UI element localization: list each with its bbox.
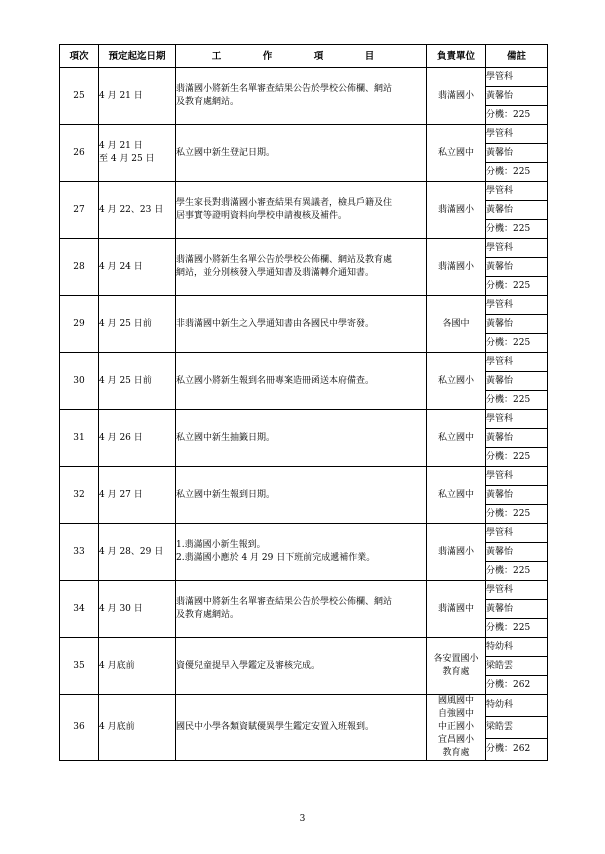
row-note: 學管科 bbox=[486, 68, 548, 87]
row-task-line: 翡滿國小將新生名單公告於學校公佈欄、網站及教育處 bbox=[176, 255, 393, 265]
header-note: 備註 bbox=[486, 45, 548, 68]
row-unit-line: 私立國中 bbox=[437, 489, 474, 500]
row-date-line: 4 月底前 bbox=[99, 722, 135, 732]
row-task-line: 私立國小將新生報到名冊專案造冊函送本府備查。 bbox=[176, 375, 375, 386]
row-unit bbox=[427, 353, 486, 410]
row-task-line: 及教育處網站。 bbox=[176, 97, 240, 107]
page-number: 3 bbox=[299, 814, 306, 824]
row-note: 黃馨怡 bbox=[486, 543, 548, 562]
row-task-line: 私立國中新生抽籤日期。 bbox=[176, 432, 276, 443]
row-task bbox=[176, 296, 427, 353]
row-note: 分機：225 bbox=[486, 163, 548, 182]
row-number: 26 bbox=[60, 125, 99, 182]
row-date-line: 4 月 21 日 bbox=[99, 90, 143, 101]
row-number: 27 bbox=[60, 182, 99, 239]
row-unit-line: 翡滿國小 bbox=[437, 546, 474, 557]
table-row bbox=[60, 410, 548, 429]
row-note: 黃馨怡 bbox=[486, 486, 548, 505]
row-unit bbox=[427, 524, 486, 581]
row-unit bbox=[427, 581, 486, 638]
row-task-line: 1.翡滿國小新生報到。 bbox=[176, 540, 266, 550]
row-unit bbox=[427, 182, 486, 239]
row-note: 黃馨怡 bbox=[486, 429, 548, 448]
row-number: 33 bbox=[60, 524, 99, 581]
row-date-line: 4 月 27 日 bbox=[99, 489, 143, 500]
row-unit-line: 中正國小 bbox=[437, 722, 474, 732]
row-task-line: 翡滿國小將新生名單審查結果公告於學校公佈欄、網站 bbox=[176, 84, 393, 94]
row-date-line: 4 月 26 日 bbox=[99, 432, 143, 443]
row-note: 黃馨怡 bbox=[486, 201, 548, 220]
row-unit bbox=[427, 296, 486, 353]
row-date-line: 4 月 25 日前 bbox=[99, 375, 152, 386]
row-note: 學管科 bbox=[486, 296, 548, 315]
row-task-line: 國民中小學各類資賦優異學生鑑定安置入班報到。 bbox=[176, 722, 375, 732]
row-date-line: 4 月 25 日前 bbox=[99, 318, 152, 329]
row-unit bbox=[427, 239, 486, 296]
row-unit bbox=[427, 695, 486, 761]
row-task-line: 私立國中新生登記日期。 bbox=[176, 147, 276, 158]
row-date bbox=[99, 68, 176, 125]
row-task-line: 學生家長對翡滿國小審查結果有異議者，檢具戶籍及住 bbox=[176, 198, 393, 208]
row-task bbox=[176, 581, 427, 638]
row-unit-line: 翡滿國小 bbox=[437, 90, 474, 101]
row-note: 分機：225 bbox=[486, 448, 548, 467]
row-date bbox=[99, 467, 176, 524]
row-number: 36 bbox=[60, 695, 99, 761]
row-date bbox=[99, 410, 176, 467]
header-unit: 負責單位 bbox=[427, 45, 486, 68]
row-note: 分機：225 bbox=[486, 220, 548, 239]
row-date bbox=[99, 182, 176, 239]
row-note: 分機：262 bbox=[486, 676, 548, 695]
row-unit bbox=[427, 68, 486, 125]
header-task: 工 作 項 目 bbox=[176, 45, 427, 68]
row-date-line: 4 月 30 日 bbox=[99, 603, 143, 614]
row-note: 黃馨怡 bbox=[486, 258, 548, 277]
row-note: 特幼科 bbox=[486, 695, 548, 717]
table-row bbox=[60, 239, 548, 258]
table-row bbox=[60, 353, 548, 372]
row-number: 29 bbox=[60, 296, 99, 353]
row-note: 學管科 bbox=[486, 182, 548, 201]
row-date-line: 至 4 月 25 日 bbox=[99, 154, 155, 164]
row-note: 分機：225 bbox=[486, 619, 548, 638]
row-number: 31 bbox=[60, 410, 99, 467]
table-row bbox=[60, 68, 548, 87]
row-unit-line: 私立國中 bbox=[437, 147, 474, 158]
row-task-line: 資優兒童提早入學鑑定及審核完成。 bbox=[176, 660, 321, 671]
row-date bbox=[99, 353, 176, 410]
header-date: 預定起迄日期 bbox=[99, 45, 176, 68]
row-unit-line: 自強國中 bbox=[437, 709, 474, 719]
row-note: 分機：225 bbox=[486, 334, 548, 353]
row-unit-line: 私立國小 bbox=[437, 375, 474, 386]
row-number: 25 bbox=[60, 68, 99, 125]
row-note: 學管科 bbox=[486, 125, 548, 144]
row-note: 分機：225 bbox=[486, 562, 548, 581]
header-row bbox=[60, 45, 548, 68]
row-task bbox=[176, 68, 427, 125]
row-note: 分機：225 bbox=[486, 277, 548, 296]
row-unit-line: 宜昌國小 bbox=[437, 735, 474, 745]
row-task-line: 翡滿國中將新生名單審查結果公告於學校公佈欄、網站 bbox=[176, 597, 393, 607]
row-note: 學管科 bbox=[486, 410, 548, 429]
table-row bbox=[60, 581, 548, 600]
header-no: 項次 bbox=[60, 45, 99, 68]
row-note: 分機：225 bbox=[486, 391, 548, 410]
row-number: 34 bbox=[60, 581, 99, 638]
row-note: 黃馨怡 bbox=[486, 315, 548, 334]
row-note: 黃馨怡 bbox=[486, 144, 548, 163]
row-date-line: 4 月 28、29 日 bbox=[99, 546, 164, 557]
row-unit bbox=[427, 410, 486, 467]
schedule-table bbox=[59, 44, 548, 761]
row-unit-line: 翡滿國小 bbox=[437, 261, 474, 272]
row-task bbox=[176, 638, 427, 695]
row-task-line: 2.翡滿國小應於 4 月 29 日下班前完成遞補作業。 bbox=[176, 553, 376, 563]
row-note: 學管科 bbox=[486, 467, 548, 486]
row-unit-line: 各國中 bbox=[442, 318, 470, 329]
row-note: 分機：225 bbox=[486, 505, 548, 524]
row-task bbox=[176, 467, 427, 524]
row-date-line: 4 月 21 日 bbox=[99, 141, 143, 151]
row-date-line: 4 月 24 日 bbox=[99, 261, 143, 272]
row-task-line: 及教育處網站。 bbox=[176, 610, 240, 620]
table-row bbox=[60, 524, 548, 543]
row-date-line: 4 月底前 bbox=[99, 660, 135, 671]
row-date-line: 4 月 22、23 日 bbox=[99, 204, 164, 215]
row-note: 黃馨怡 bbox=[486, 600, 548, 619]
row-note: 學管科 bbox=[486, 353, 548, 372]
table-row bbox=[60, 638, 548, 657]
row-task bbox=[176, 410, 427, 467]
row-unit bbox=[427, 467, 486, 524]
row-number: 35 bbox=[60, 638, 99, 695]
row-task bbox=[176, 524, 427, 581]
row-task bbox=[176, 182, 427, 239]
row-date bbox=[99, 581, 176, 638]
row-note: 黃馨怡 bbox=[486, 87, 548, 106]
row-unit-line: 教育處 bbox=[442, 667, 470, 677]
table-row bbox=[60, 296, 548, 315]
row-number: 28 bbox=[60, 239, 99, 296]
row-note: 學管科 bbox=[486, 239, 548, 258]
row-task bbox=[176, 353, 427, 410]
row-date bbox=[99, 524, 176, 581]
row-note: 梁皓雲 bbox=[486, 717, 548, 739]
row-note: 學管科 bbox=[486, 524, 548, 543]
row-task-line: 居事實等證明資料向學校申請複核及補件。 bbox=[176, 211, 348, 221]
row-unit bbox=[427, 125, 486, 182]
row-unit-line: 教育處 bbox=[442, 748, 470, 758]
row-unit-line: 私立國中 bbox=[437, 432, 474, 443]
row-date bbox=[99, 125, 176, 182]
row-date bbox=[99, 239, 176, 296]
row-note: 分機：225 bbox=[486, 106, 548, 125]
row-date bbox=[99, 296, 176, 353]
row-task-line: 非翡滿國中新生之入學通知書由各國民中學寄發。 bbox=[176, 318, 375, 329]
row-unit-line: 國風國中 bbox=[437, 696, 474, 706]
table-row bbox=[60, 695, 548, 717]
row-unit-line: 各安置國小 bbox=[433, 654, 479, 664]
row-task bbox=[176, 239, 427, 296]
row-number: 30 bbox=[60, 353, 99, 410]
row-note: 學管科 bbox=[486, 581, 548, 600]
table-row bbox=[60, 125, 548, 144]
row-note: 分機：262 bbox=[486, 739, 548, 761]
row-date bbox=[99, 638, 176, 695]
row-task-line: 私立國中新生報到日期。 bbox=[176, 489, 276, 500]
row-task-line: 網站，並分別核發入學通知書及翡滿轉介通知書。 bbox=[176, 268, 375, 278]
row-unit bbox=[427, 638, 486, 695]
row-note: 特幼科 bbox=[486, 638, 548, 657]
row-date bbox=[99, 695, 176, 761]
row-note: 黃馨怡 bbox=[486, 372, 548, 391]
row-note: 梁皓雲 bbox=[486, 657, 548, 676]
table-row bbox=[60, 467, 548, 486]
row-task bbox=[176, 125, 427, 182]
row-unit-line: 翡滿國小 bbox=[437, 204, 474, 215]
row-unit-line: 翡滿國中 bbox=[437, 603, 474, 614]
table-row bbox=[60, 182, 548, 201]
row-number: 32 bbox=[60, 467, 99, 524]
row-task bbox=[176, 695, 427, 761]
